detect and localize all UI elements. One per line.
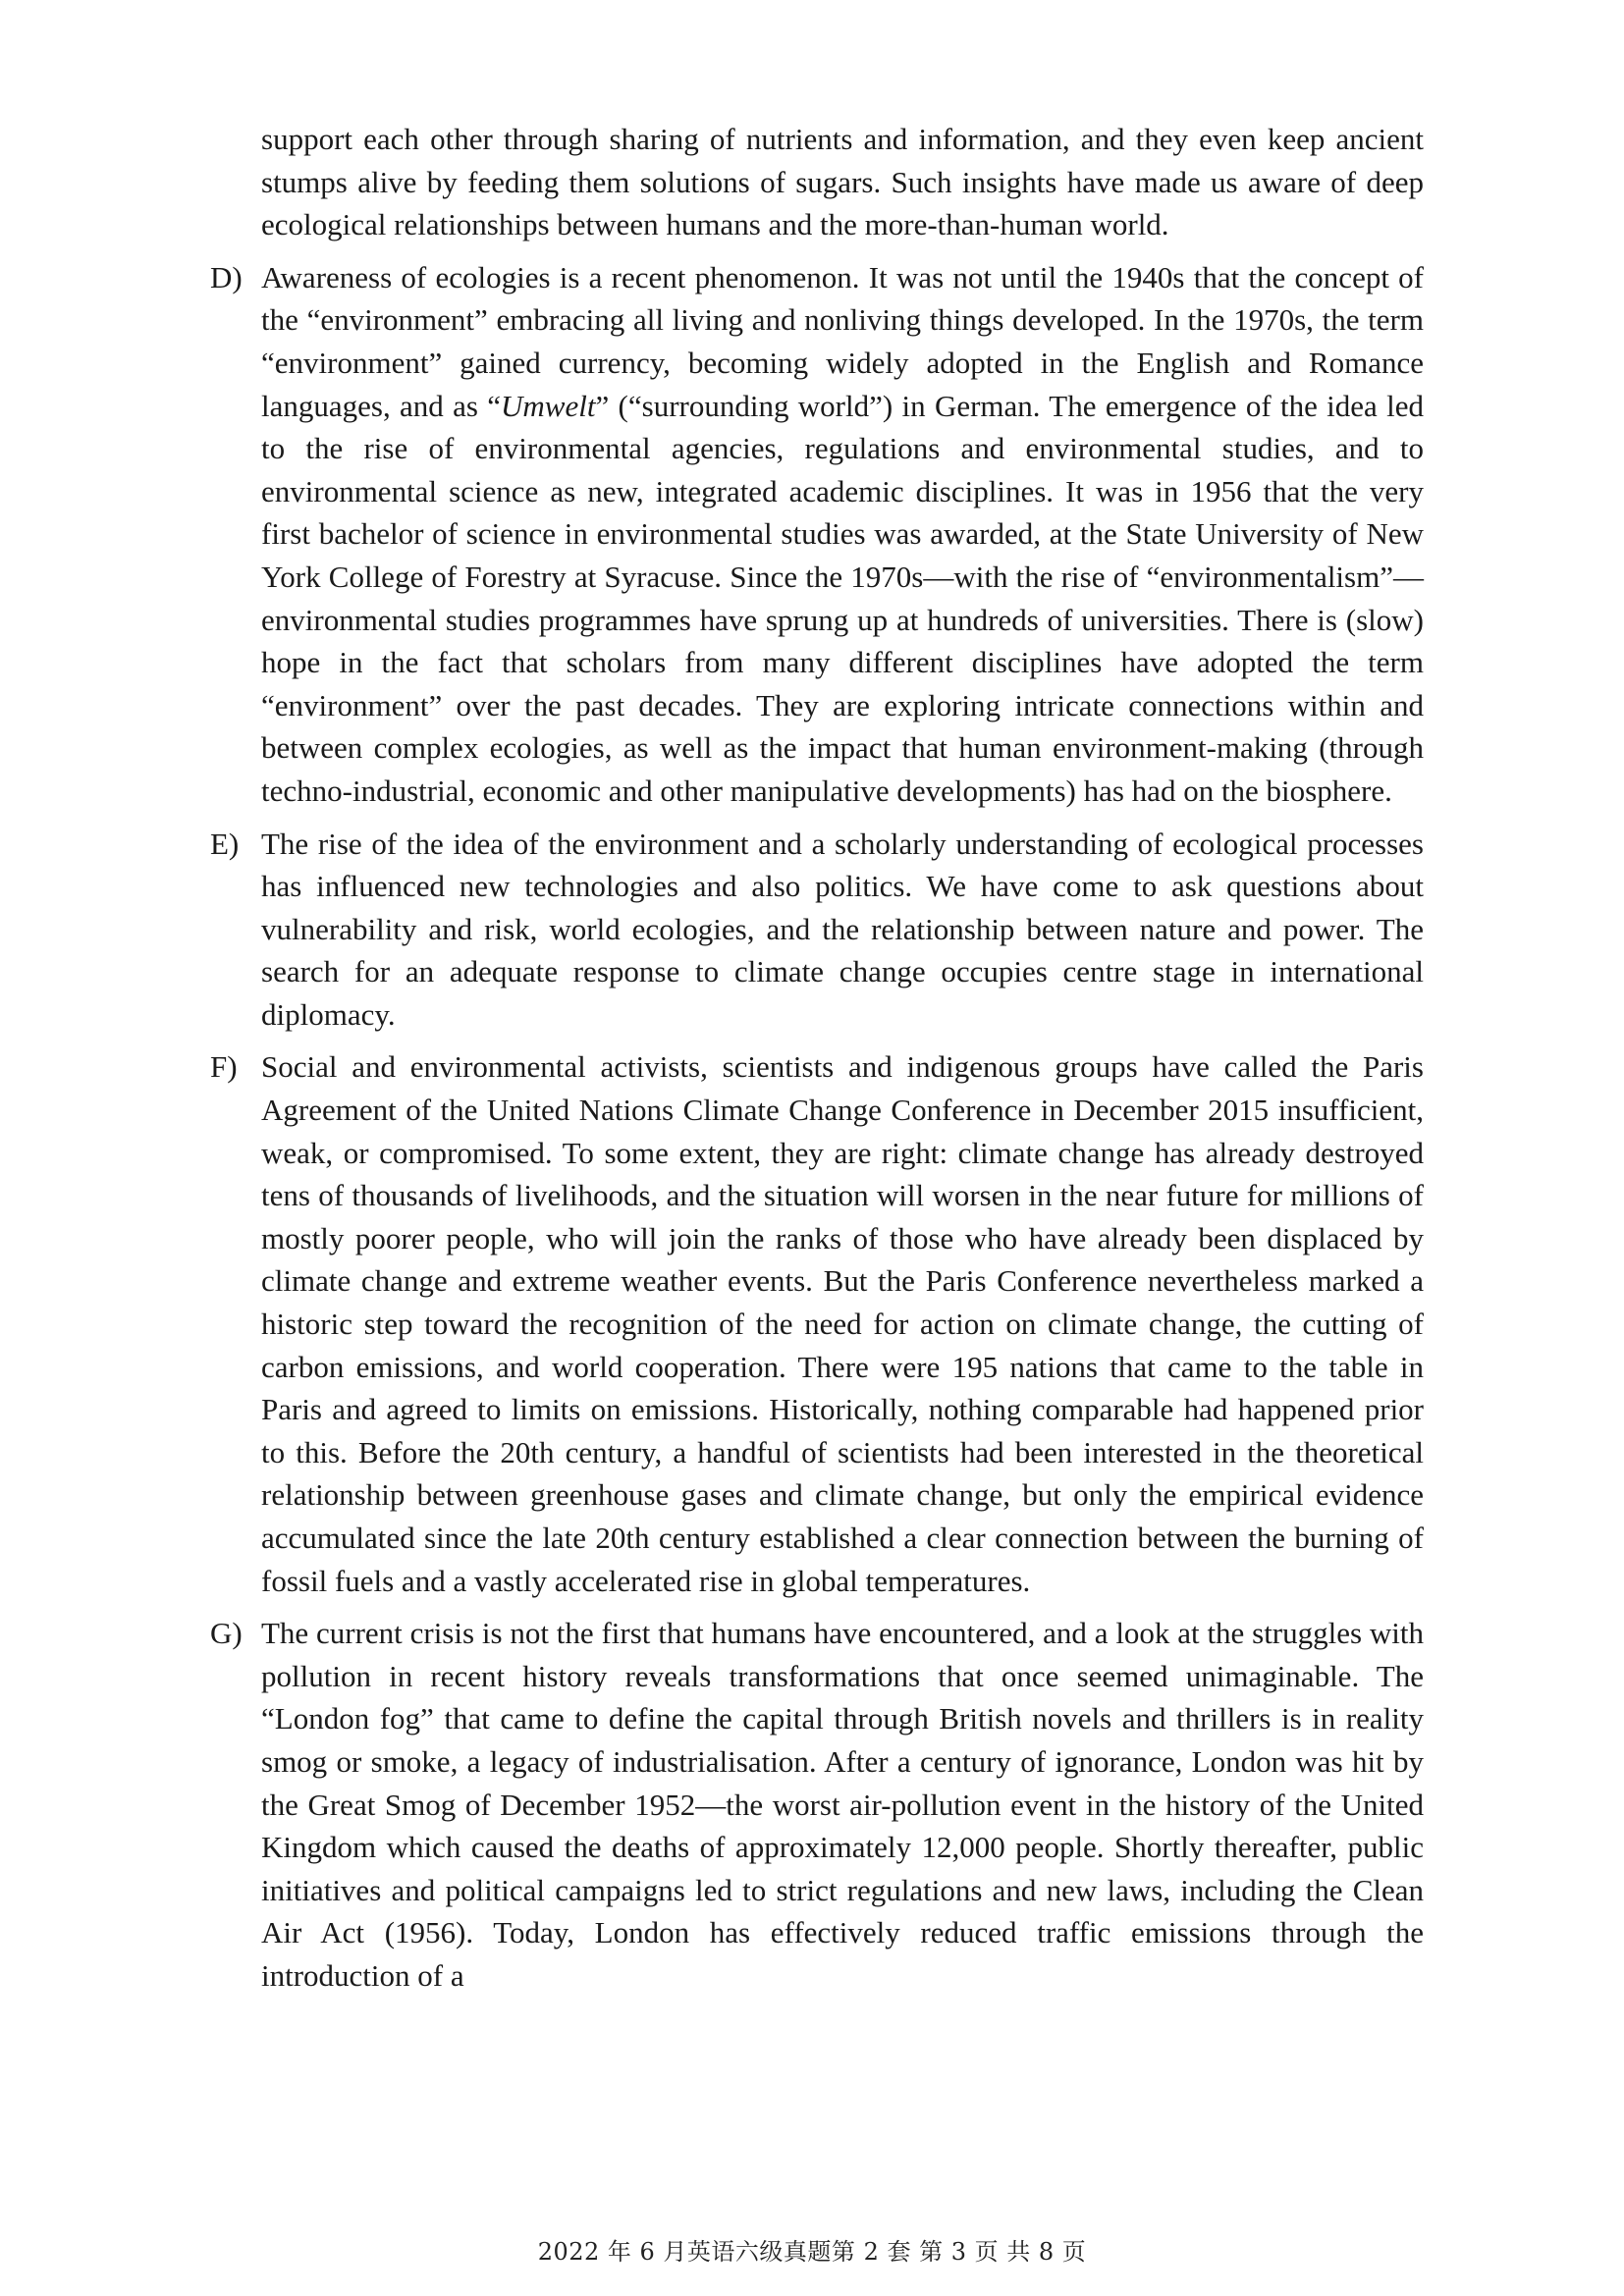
paragraph-letter: E) xyxy=(210,826,240,861)
paragraph-text: The rise of the idea of the environment and a scholarly understanding of ecological processes has influenced new technologies and also politics. We have come to ask questions about vulnerability and risk, world ecologies, and the relationship between nature and power. The search for an adequate response to climate change occupies centre stage in international diplomacy. xyxy=(261,826,1424,1032)
paragraph-d xyxy=(206,256,1424,813)
paragraph-f xyxy=(206,1045,1424,1602)
paragraph-letter: F) xyxy=(210,1049,238,1085)
paragraph-text: support each other through sharing of nutrients and information, and they even keep ancient stumps alive by feeding them solutions of sugars. Such insights have made us aware of deep ecological relationships between humans and the more-than-human world. xyxy=(261,122,1424,242)
paragraph-letter: G) xyxy=(210,1616,243,1651)
passage-body xyxy=(206,118,1424,2007)
paragraph-g xyxy=(206,1612,1424,1997)
paragraph-text: Social and environmental activists, scientists and indigenous groups have called the Paris Agreement of the United Nations Climate Change Conference in December 2015 insufficient, weak, or compromised. To some extent, they are right: climate change has already destroyed tens of thousands of livelihoods, and the situation will worsen in the near future for millions of mostly poorer people, who will join the ranks of those who have already been displaced by climate change and extreme weather events. But the Paris Conference nevertheless marked a historic step toward the recognition of the need for action on climate change, the cutting of carbon emissions, and world cooperation. There were 195 nations that came to the table in Paris and agreed to limits on emissions. Historically, nothing comparable had happened prior to this. Before the 20th century, a handful of scientists had been interested in the theoretical relationship between greenhouse gases and climate change, but only the empirical evidence accumulated since the late 20th century established a clear connection between the burning of fossil fuels and a vastly accelerated rise in global temperatures. xyxy=(261,1049,1424,1598)
paragraph-letter: D) xyxy=(210,259,243,294)
page-footer: 2022 年 6 月英语六级真题第 2 套 第 3 页 共 8 页 xyxy=(537,2238,1087,2266)
paragraph-text: The current crisis is not the first that humans have encountered, and a look at the struggles with pollution in recent history reveals transformations that once seemed unimaginable. The “London fog” that came to define the capital through British novels and thrillers is in reality smog or smoke, a legacy of industrialisation. After a century of ignorance, London was hit by the Great Smog of December 1952—the worst air-pollution event in the history of the United Kingdom which caused the deaths of approximately 12,000 people. Shortly thereafter, public initiatives and political campaigns led to strict regulations and new laws, including the Clean Air Act (1956). Today, London has effectively reduced traffic emissions through the introduction of a xyxy=(261,1616,1424,1993)
paragraph-continuation xyxy=(206,118,1424,246)
paragraph-text: Awareness of ecologies is a recent phenomenon. It was not until the 1940s that the concept of the “environment” embracing all living and nonliving things developed. In the 1970s, the term “environment” gained currency, becoming widely adopted in the English and Romance languages, and as “Umwelt” (“surrounding world”) in German. The emergence of the idea led to the rise of environmental agencies, regulations and environmental studies, and to environmental science as new, integrated academic disciplines. It was in 1956 that the very first bachelor of science in environmental studies was awarded, at the State University of New York College of Forestry at Syracuse. Since the 1970s—with the rise of “environmentalism”—environmental studies programmes have sprung up at hundreds of universities. There is (slow) hope in the fact that scholars from many different disciplines have adopted the term “environment” over the past decades. They are exploring intricate connections within and between complex ecologies, as well as the impact that human environment-making (through techno-industrial, economic and other manipulative developments) has had on the biosphere. xyxy=(261,259,1424,808)
paragraph-e xyxy=(206,823,1424,1037)
